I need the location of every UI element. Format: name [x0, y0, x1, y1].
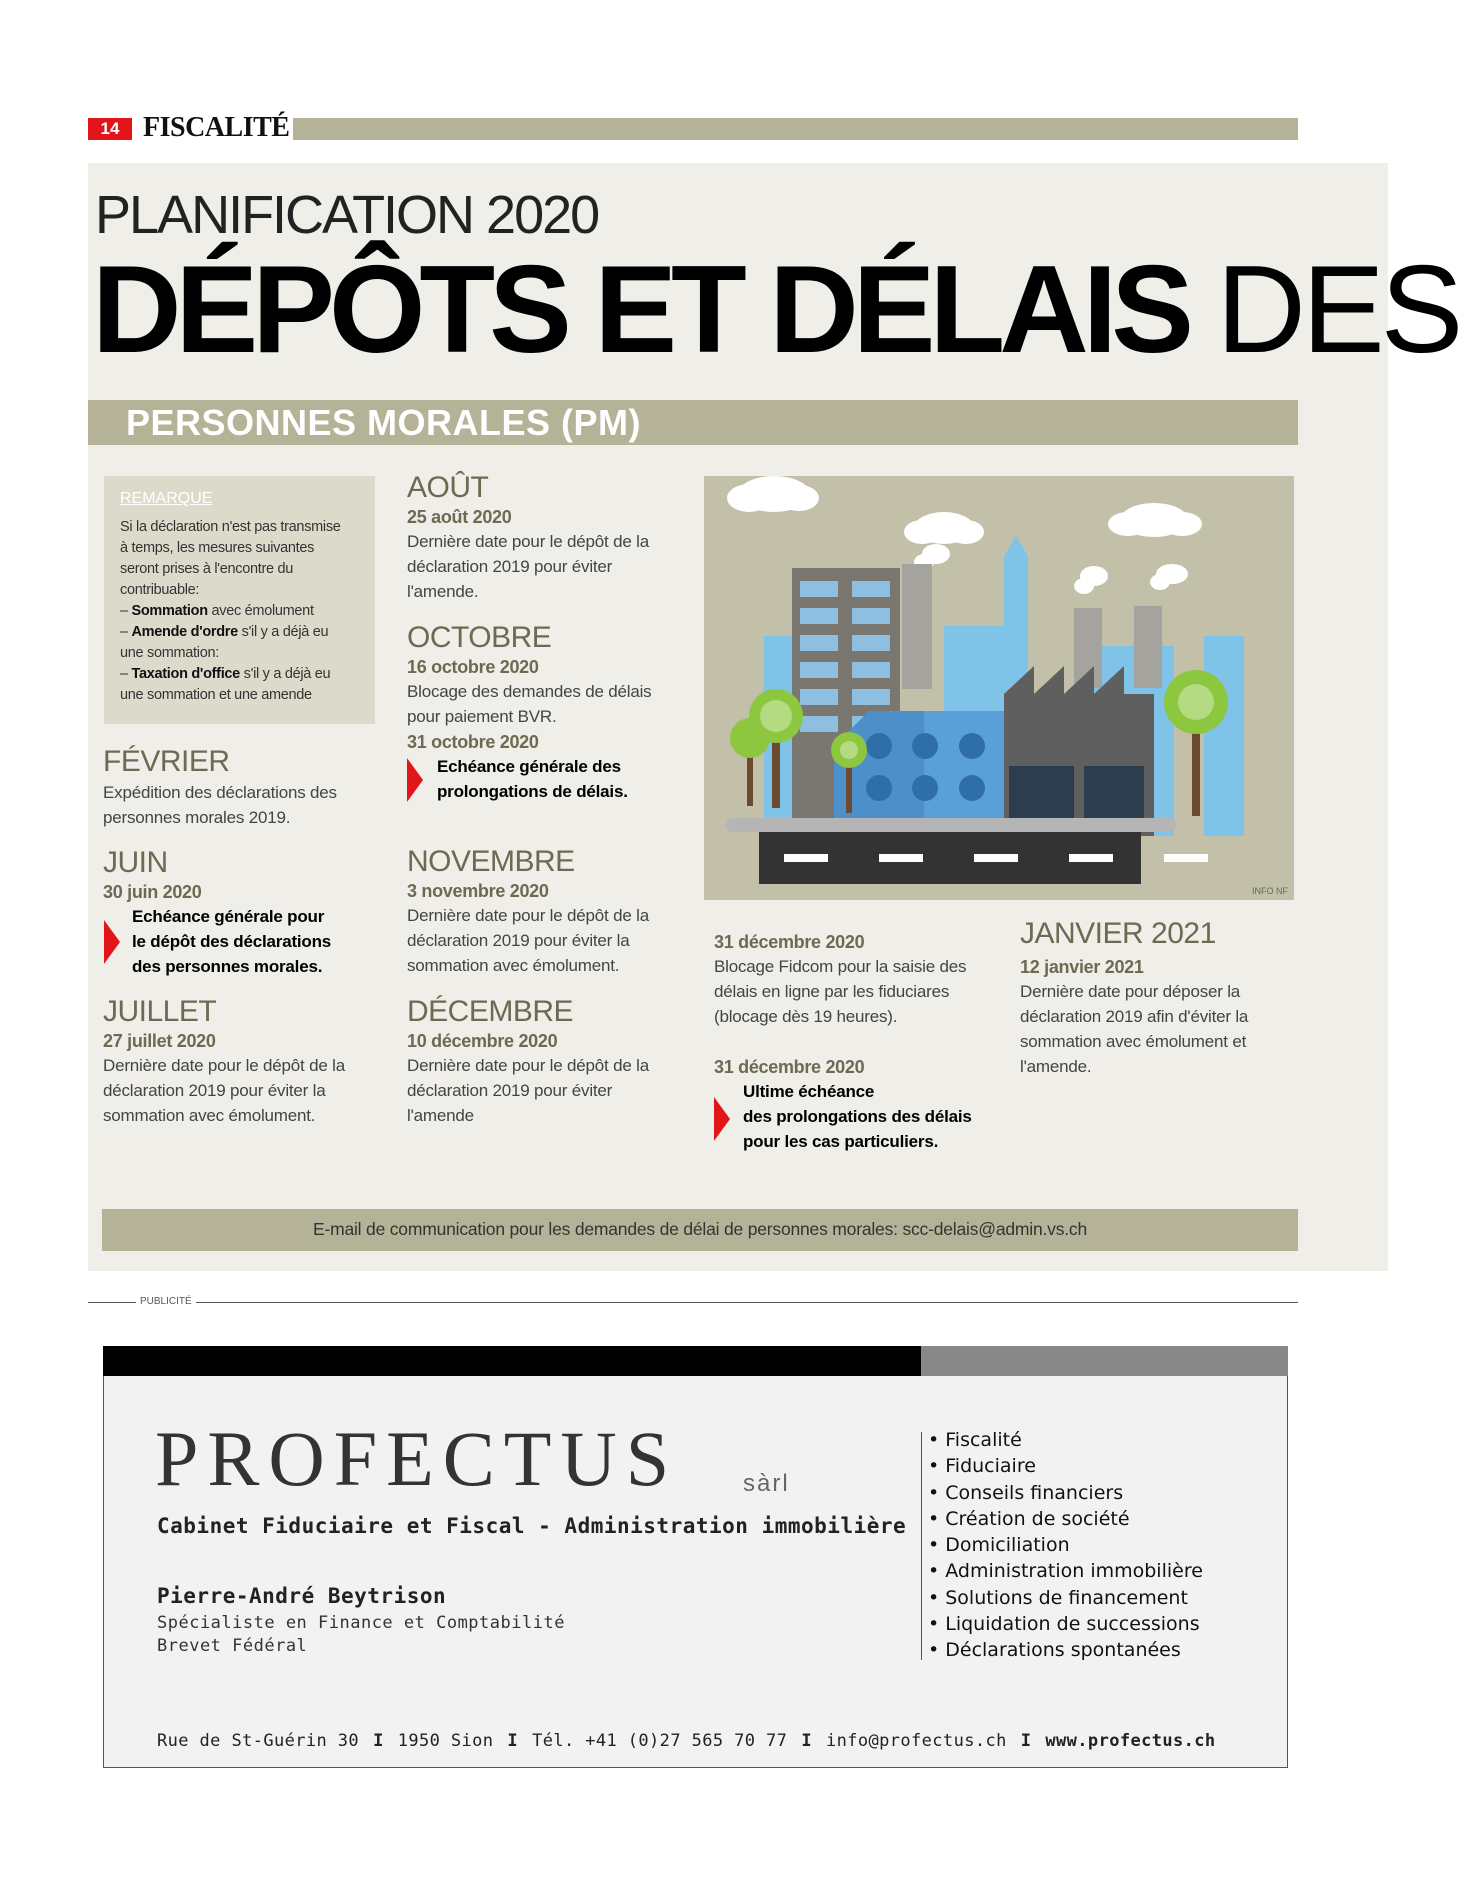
advert-city: 1950 Sion	[397, 1731, 494, 1751]
article-headline	[92, 241, 1459, 379]
month-novembre: NOVEMBRE	[407, 845, 575, 878]
dec31-date: 31 décembre 2020	[714, 932, 865, 952]
juin-date: 30 juin 2020	[103, 882, 202, 902]
advert-person: Pierre-André Beytrison	[157, 1584, 447, 1608]
advert-bar-black	[103, 1346, 921, 1376]
advert-footer	[157, 1731, 1216, 1751]
juillet-date: 27 juillet 2020	[103, 1031, 216, 1051]
juillet-text: Dernière date pour le dépôt de la déclaration 2019 pour éviter la sommation avec émolument.	[103, 1056, 345, 1125]
dec31-date-2: 31 décembre 2020	[714, 1057, 865, 1077]
separator: I	[801, 1731, 812, 1751]
illustration-credit: INFO NF	[1252, 886, 1288, 896]
email-note: E-mail de communication pour les demandes de délai de personnes morales: scc-delais@admin.vs.ch	[312, 1219, 1087, 1239]
separator: I	[373, 1731, 384, 1751]
decembre-date: 10 décembre 2020	[407, 1031, 558, 1051]
month-decembre: DÉCEMBRE	[407, 995, 574, 1028]
month-juin: JUIN	[103, 846, 168, 879]
remark-line: à temps, les mesures suivantes	[120, 540, 315, 556]
decembre-text: Dernière date pour le dépôt de la déclaration 2019 pour éviter l'amende	[407, 1056, 649, 1125]
advert-person-title: Spécialiste en Finance et Comptabilité	[157, 1613, 565, 1633]
juin-text: Echéance générale pour le dépôt des déclarations des personnes morales.	[132, 907, 332, 976]
remark-item: – Amende d'ordre s'il y a déjà eu	[120, 624, 329, 640]
dec31-bold-text: Ultime échéance des prolongations des délais pour les cas particuliers.	[743, 1082, 972, 1151]
remark-line: Si la déclaration n'est pas transmise	[120, 519, 341, 535]
advert-person-diploma: Brevet Fédéral	[157, 1636, 308, 1656]
headline-thin: DES	[1216, 241, 1459, 379]
novembre-text: Dernière date pour le dépôt de la déclaration 2019 pour éviter la sommation avec émolument.	[407, 906, 649, 975]
dec31-text: Blocage Fidcom pour la saisie des délais en ligne par les fiduciares (blocage dès 19 heures).	[714, 957, 967, 1026]
separator: I	[1020, 1731, 1032, 1751]
service-item: • Déclarations spontanées	[928, 1637, 1203, 1663]
service-item: • Création de société	[928, 1506, 1203, 1532]
services-list	[928, 1427, 1203, 1664]
month-aout: AOÛT	[407, 471, 489, 504]
separator: I	[507, 1731, 519, 1751]
service-item: • Administration immobilière	[928, 1558, 1203, 1584]
remark-text	[120, 517, 370, 706]
header-bar	[293, 118, 1298, 140]
service-item: • Fiduciaire	[928, 1453, 1203, 1479]
deadline-arrow-icon	[104, 920, 120, 964]
advert-brand: PROFECTUS	[155, 1415, 679, 1502]
article-kicker: PLANIFICATION 2020	[95, 185, 599, 245]
remark-line: contribuable:	[120, 582, 200, 598]
service-item: • Liquidation de successions	[928, 1611, 1203, 1637]
remark-line: une sommation:	[120, 645, 219, 661]
octobre-text: Blocage des demandes de délais pour paiement BVR.	[407, 682, 652, 726]
octobre-date-2: 31 octobre 2020	[407, 732, 539, 752]
advert-label: PUBLICITÉ	[136, 1296, 196, 1307]
city-factory-icon	[704, 476, 1294, 900]
month-octobre: OCTOBRE	[407, 621, 552, 654]
deadline-arrow-icon	[407, 758, 423, 802]
service-item: • Solutions de financement	[928, 1585, 1203, 1611]
article-subtitle: PERSONNES MORALES (PM)	[126, 402, 642, 443]
services-divider	[921, 1432, 922, 1660]
deadline-arrow-icon	[714, 1097, 730, 1141]
advert-divider	[88, 1302, 1298, 1303]
remark-line: seront prises à l'encontre du	[120, 561, 294, 577]
remark-item: – Sommation avec émolument	[120, 603, 314, 619]
month-fevrier: FÉVRIER	[103, 745, 230, 778]
advert-tagline: Cabinet Fiduciaire et Fiscal - Administration immobilière	[157, 1514, 907, 1538]
janvier-text: Dernière date pour déposer la déclaration 2019 afin d'éviter la sommation avec émolument et l'amende.	[1020, 982, 1249, 1076]
headline-bold: DÉPÔTS ET DÉLAIS	[92, 241, 1188, 379]
remark-title: REMARQUE	[120, 490, 213, 507]
novembre-date: 3 novembre 2020	[407, 881, 549, 901]
service-item: • Fiscalité	[928, 1427, 1203, 1453]
page-number: 14	[88, 118, 132, 140]
month-janvier: JANVIER 2021	[1020, 917, 1216, 950]
advert-bar-gray	[921, 1346, 1288, 1376]
service-item: • Conseils financiers	[928, 1480, 1203, 1506]
advert-email: info@profectus.ch	[825, 1731, 1007, 1751]
janvier-date: 12 janvier 2021	[1020, 957, 1144, 977]
advert-phone: Tél. +41 (0)27 565 70 77	[532, 1731, 788, 1751]
advert-website: www.profectus.ch	[1045, 1731, 1216, 1751]
octobre-date: 16 octobre 2020	[407, 657, 539, 677]
advert-brand-suffix: sàrl	[743, 1470, 790, 1497]
section-title: FISCALITÉ	[143, 112, 290, 143]
remark-line: une sommation et une amende	[120, 687, 312, 703]
service-item: • Domiciliation	[928, 1532, 1203, 1558]
octobre-bold-text: Echéance générale des prolongations de délais.	[437, 757, 628, 801]
factory-illustration	[704, 476, 1294, 900]
aout-text: Dernière date pour le dépôt de la déclaration 2019 pour éviter l'amende.	[407, 532, 649, 601]
remark-item: – Taxation d'office s'il y a déjà eu	[120, 666, 331, 682]
aout-date: 25 août 2020	[407, 507, 512, 527]
fevrier-text: Expédition des déclarations des personnes morales 2019.	[103, 783, 337, 827]
advert-address: Rue de St-Guérin 30	[157, 1731, 360, 1751]
month-juillet: JUILLET	[103, 995, 217, 1028]
